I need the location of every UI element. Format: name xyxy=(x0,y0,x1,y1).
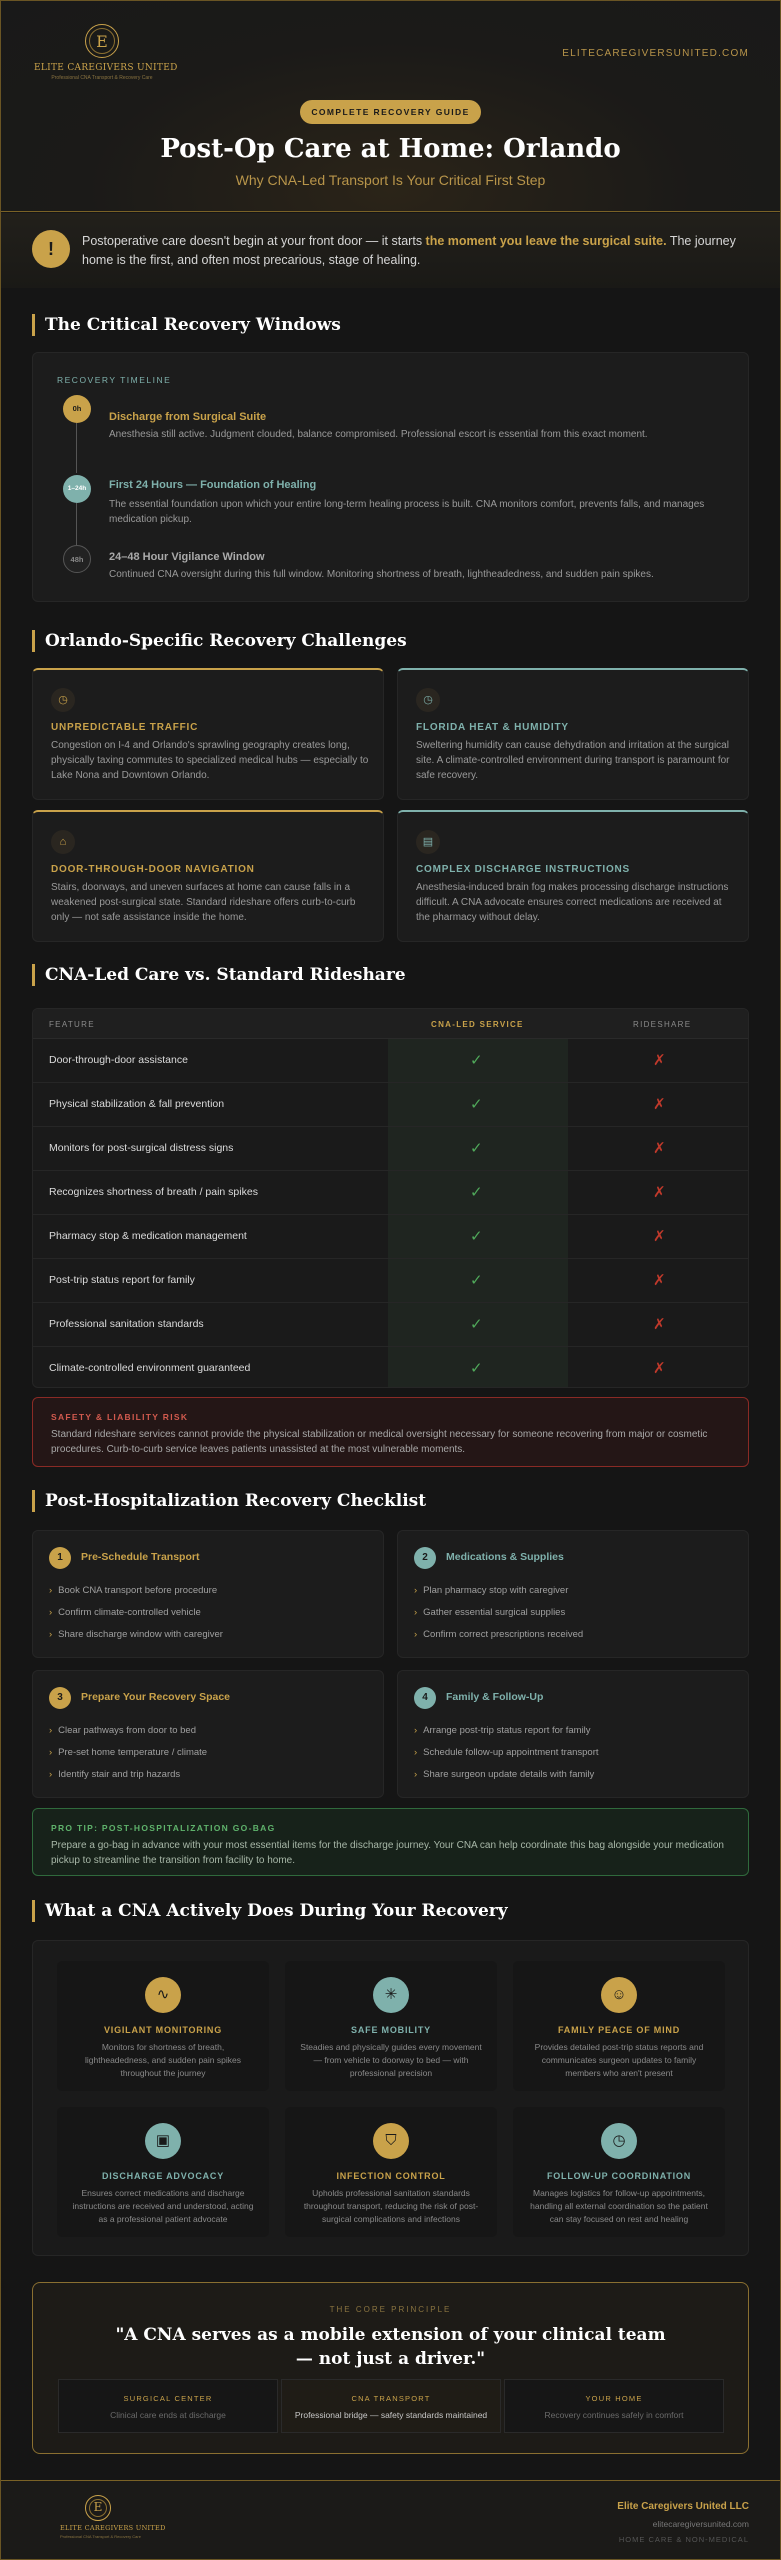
table-row xyxy=(33,1347,749,1388)
feature-label: Physical stabilization & fall prevention xyxy=(49,1098,225,1110)
step-number: 3 xyxy=(49,1687,71,1709)
feature-label: Post-trip status report for family xyxy=(49,1274,195,1286)
footer-company: Elite Caregivers United LLC xyxy=(617,2501,749,2512)
table-row xyxy=(33,1259,749,1303)
duty-desc: Monitors for shortness of breath, lightheadedness, and sudden pain spikes throughout the journey xyxy=(85,2042,241,2078)
duty-desc: Provides detailed post-trip status reports and communicates surgeon updates to family members who aren't present xyxy=(534,2042,704,2078)
timeline-title: 24–48 Hour Vigilance Window xyxy=(109,551,265,563)
checklist-item: › Arrange post-trip status report for family xyxy=(414,1725,591,1736)
challenge-card xyxy=(397,668,749,800)
feature-label: Pharmacy stop & medication management xyxy=(49,1230,247,1242)
logo-emblem-icon: E xyxy=(85,2495,111,2521)
check-icon: ✓ xyxy=(470,1360,483,1377)
checklist-card xyxy=(397,1530,749,1658)
footer-tag: HOME CARE & NON-MEDICAL xyxy=(618,2535,749,2544)
clock-icon: ◷ xyxy=(601,2123,637,2159)
clock-icon: ◷ xyxy=(51,688,75,712)
tip-desc: Prepare a go-bag in advance with your most essential items for the discharge journey. Your CNA can help coordinate this bag alongside your medication pickup to streamline the transition from facility to home. xyxy=(51,1840,724,1866)
timeline-desc: Anesthesia still active. Judgment clouded, balance compromised. Professional escort is essential from this exact moment. xyxy=(109,429,648,440)
section-heading-compare: CNA-Led Care vs. Standard Rideshare xyxy=(32,964,406,986)
flow-step-transport: CNA TRANSPORT Professional bridge — safety standards maintained xyxy=(281,2379,501,2433)
duty-title: SAFE MOBILITY xyxy=(351,2025,431,2035)
intro-text: Postoperative care doesn't begin at your front door — it starts the moment you leave the surgical suite. The journey home is the first, and often most precarious, stage of healing. xyxy=(82,234,736,267)
duty-card xyxy=(285,1961,497,2091)
timeline-node: 48h xyxy=(63,545,91,573)
duty-card xyxy=(513,1961,725,2091)
checklist-item: › Schedule follow-up appointment transport xyxy=(414,1747,599,1758)
document-icon: ▣ xyxy=(145,2123,181,2159)
page-footer xyxy=(0,2480,781,2560)
guide-badge: COMPLETE RECOVERY GUIDE xyxy=(300,100,481,124)
logo-emblem-icon: E xyxy=(85,24,119,58)
feature-label: Professional sanitation standards xyxy=(49,1318,204,1330)
cross-icon: ✗ xyxy=(653,1272,666,1289)
risk-title: SAFETY & LIABILITY RISK xyxy=(51,1412,189,1422)
feature-label: Monitors for post-surgical distress signs xyxy=(49,1142,234,1154)
duty-title: VIGILANT MONITORING xyxy=(103,2025,223,2035)
challenge-title: FLORIDA HEAT & HUMIDITY xyxy=(416,722,569,733)
step-number: 2 xyxy=(414,1547,436,1569)
check-icon: ✓ xyxy=(470,1096,483,1113)
clock-icon: ◷ xyxy=(416,688,440,712)
duty-card xyxy=(57,1961,269,2091)
duty-desc: Manages logistics for follow-up appointments, handling all external coordination so the patient can stay focused on rest and healing xyxy=(530,2188,708,2224)
table-row xyxy=(33,1039,749,1083)
timeline-title: Discharge from Surgical Suite xyxy=(109,411,267,423)
footer-website[interactable]: elitecaregiversunited.com xyxy=(652,2519,749,2529)
challenge-title: DOOR-THROUGH-DOOR NAVIGATION xyxy=(51,864,255,875)
step-number: 4 xyxy=(414,1687,436,1709)
timeline-label: RECOVERY TIMELINE xyxy=(57,375,172,385)
alert-icon: ! xyxy=(32,230,70,268)
cross-icon: ✗ xyxy=(653,1140,666,1157)
checklist-title: Family & Follow-Up xyxy=(446,1691,544,1703)
cross-icon: ✗ xyxy=(653,1096,666,1113)
checklist-card xyxy=(32,1670,384,1798)
cross-icon: ✗ xyxy=(653,1228,666,1245)
footer-logo[interactable] xyxy=(60,2495,166,2539)
table-row xyxy=(33,1215,749,1259)
checklist-item: › Gather essential surgical supplies xyxy=(414,1607,565,1618)
header-rideshare: RIDESHARE xyxy=(633,1020,692,1029)
tip-title: PRO TIP: POST-HOSPITALIZATION GO-BAG xyxy=(51,1823,276,1833)
challenge-desc: Anesthesia-induced brain fog makes processing discharge instructions difficult. A CNA advocate ensures correct medications are received at the pharmacy without delay. xyxy=(416,882,729,923)
section-heading-windows: The Critical Recovery Windows xyxy=(32,314,341,336)
feature-label: Door-through-door assistance xyxy=(49,1054,188,1066)
shield-icon: ⛉ xyxy=(373,2123,409,2159)
check-icon: ✓ xyxy=(470,1316,483,1333)
duty-card xyxy=(57,2107,269,2237)
duty-desc: Steadies and physically guides every movement — from vehicle to doorway to bed — with professional precision xyxy=(300,2042,482,2078)
checklist-item: › Clear pathways from door to bed xyxy=(49,1725,196,1736)
step-number: 1 xyxy=(49,1547,71,1569)
duty-title: FAMILY PEACE OF MIND xyxy=(557,2025,680,2035)
table-header xyxy=(33,1009,749,1039)
page-title: Post-Op Care at Home: Orlando xyxy=(160,134,621,164)
challenge-card xyxy=(32,810,384,942)
pro-tip-box xyxy=(32,1808,749,1876)
checklist-item: › Share discharge window with caregiver xyxy=(49,1629,223,1640)
checklist-title: Prepare Your Recovery Space xyxy=(81,1691,231,1703)
home-icon: ⌂ xyxy=(51,830,75,854)
check-icon: ✓ xyxy=(470,1184,483,1201)
feature-label: Climate-controlled environment guaranteed xyxy=(49,1362,251,1374)
cross-icon: ✗ xyxy=(653,1316,666,1333)
recovery-timeline xyxy=(32,352,749,602)
cross-icon: ✗ xyxy=(653,1184,666,1201)
timeline-node: 1–24h xyxy=(63,475,91,503)
challenge-title: COMPLEX DISCHARGE INSTRUCTIONS xyxy=(416,864,631,875)
checklist-card xyxy=(32,1530,384,1658)
intro-banner xyxy=(0,213,781,288)
table-row xyxy=(33,1127,749,1171)
timeline-desc: The essential foundation upon which your entire long-term healing process is built. CNA monitors comfort, prevents falls, and manages medication pickup. xyxy=(109,499,705,525)
check-icon: ✓ xyxy=(470,1228,483,1245)
checklist-item: › Book CNA transport before procedure xyxy=(49,1585,217,1596)
checklist-title: Medications & Supplies xyxy=(446,1551,564,1563)
website-link[interactable]: ELITECAREGIVERSUNITED.COM xyxy=(562,48,749,59)
brand-name: ELITE CAREGIVERS UNITED xyxy=(34,63,178,73)
section-heading-checklist: Post-Hospitalization Recovery Checklist xyxy=(32,1490,426,1512)
table-row xyxy=(33,1303,749,1347)
section-heading-duties: What a CNA Actively Does During Your Recovery xyxy=(32,1900,508,1922)
page-subtitle: Why CNA-Led Transport Is Your Critical First Step xyxy=(235,172,546,188)
checklist-item: › Pre-set home temperature / climate xyxy=(49,1747,207,1758)
duty-title: FOLLOW-UP COORDINATION xyxy=(546,2171,692,2181)
footer-brand-tagline: Professional CNA Transport & Recovery Care xyxy=(60,2534,141,2539)
table-row xyxy=(33,1083,749,1127)
duty-title: INFECTION CONTROL xyxy=(336,2171,446,2181)
challenge-title: UNPREDICTABLE TRAFFIC xyxy=(51,722,199,733)
safety-risk-alert xyxy=(32,1397,749,1467)
clipboard-icon: ▤ xyxy=(416,830,440,854)
duty-title: DISCHARGE ADVOCACY xyxy=(101,2171,225,2181)
cross-icon: ✗ xyxy=(653,1052,666,1069)
checklist-item: › Plan pharmacy stop with caregiver xyxy=(414,1585,568,1596)
challenge-desc: Sweltering humidity can cause dehydration and irritation at the surgical site. A climate-controlled environment during transport is paramount for safe recovery. xyxy=(416,740,730,781)
cross-icon: ✗ xyxy=(653,1360,666,1377)
check-icon: ✓ xyxy=(470,1140,483,1157)
timeline-title: First 24 Hours — Foundation of Healing xyxy=(109,479,317,491)
duty-desc: Ensures correct medications and discharge instructions are received and understood, acting as a professional patient advocate xyxy=(72,2188,254,2224)
brand-tagline: Professional CNA Transport & Recovery Care xyxy=(51,75,153,81)
timeline-connector xyxy=(76,423,77,473)
pulse-icon: ∿ xyxy=(145,1977,181,2013)
duty-card xyxy=(513,2107,725,2237)
checklist-card xyxy=(397,1670,749,1798)
header-cna: CNA-LED SERVICE xyxy=(431,1020,524,1029)
flow-step-surgical: SURGICAL CENTER Clinical care ends at discharge xyxy=(58,2379,278,2433)
section-heading-challenges: Orlando-Specific Recovery Challenges xyxy=(32,630,407,652)
family-icon: ☺ xyxy=(601,1977,637,2013)
brand-logo[interactable] xyxy=(34,24,178,81)
timeline-desc: Continued CNA oversight during this full window. Monitoring shortness of breath, lightheadedness, and sudden pain spikes. xyxy=(109,569,654,580)
challenge-desc: Congestion on I-4 and Orlando's sprawling geography creates long, physically taxing commutes to specialized medical hubs — especially to Lake Nona and Downtown Orlando. xyxy=(51,740,369,781)
duties-grid xyxy=(32,1940,749,2256)
feature-label: Recognizes shortness of breath / pain spikes xyxy=(49,1186,258,1198)
mobility-icon: ✳ xyxy=(373,1977,409,2013)
risk-desc: Standard rideshare services cannot provide the physical stabilization or medical oversight necessary for someone recovering from major or cosmetic procedures. Curb-to-curb service leaves patients unassisted at the most vulnerable moments. xyxy=(51,1429,708,1455)
challenge-desc: Stairs, doorways, and uneven surfaces at home can cause falls in a weakened post-surgical state. Standard rideshare offers curb-to-curb only — not safe assistance inside the home. xyxy=(51,882,356,923)
quote-label: THE CORE PRINCIPLE xyxy=(329,2305,452,2314)
duty-desc: Upholds professional sanitation standards throughout transport, reducing the risk of post-surgical complications and infections xyxy=(303,2188,479,2224)
check-icon: ✓ xyxy=(470,1272,483,1289)
duty-card xyxy=(285,2107,497,2237)
footer-brand-name: ELITE CAREGIVERS UNITED xyxy=(60,2524,166,2532)
checklist-title: Pre-Schedule Transport xyxy=(81,1551,200,1563)
checklist-item: › Confirm climate-controlled vehicle xyxy=(49,1607,201,1618)
challenge-card xyxy=(32,668,384,800)
checklist-item: › Confirm correct prescriptions received xyxy=(414,1629,583,1640)
challenge-card xyxy=(397,810,749,942)
timeline-node: 0h xyxy=(63,395,91,423)
check-icon: ✓ xyxy=(470,1052,483,1069)
checklist-item: › Identify stair and trip hazards xyxy=(49,1769,180,1780)
table-row xyxy=(33,1171,749,1215)
hero-header xyxy=(0,0,781,212)
core-principle-panel xyxy=(32,2282,749,2454)
timeline-connector xyxy=(76,503,77,545)
header-feature: FEATURE xyxy=(49,1020,95,1029)
flow-step-home: YOUR HOME Recovery continues safely in comfort xyxy=(504,2379,724,2433)
comparison-table xyxy=(32,1008,749,1388)
quote-text: "A CNA serves as a mobile extension of your clinical team — not just a driver." xyxy=(115,2325,666,2369)
checklist-item: › Share surgeon update details with family xyxy=(414,1769,594,1780)
